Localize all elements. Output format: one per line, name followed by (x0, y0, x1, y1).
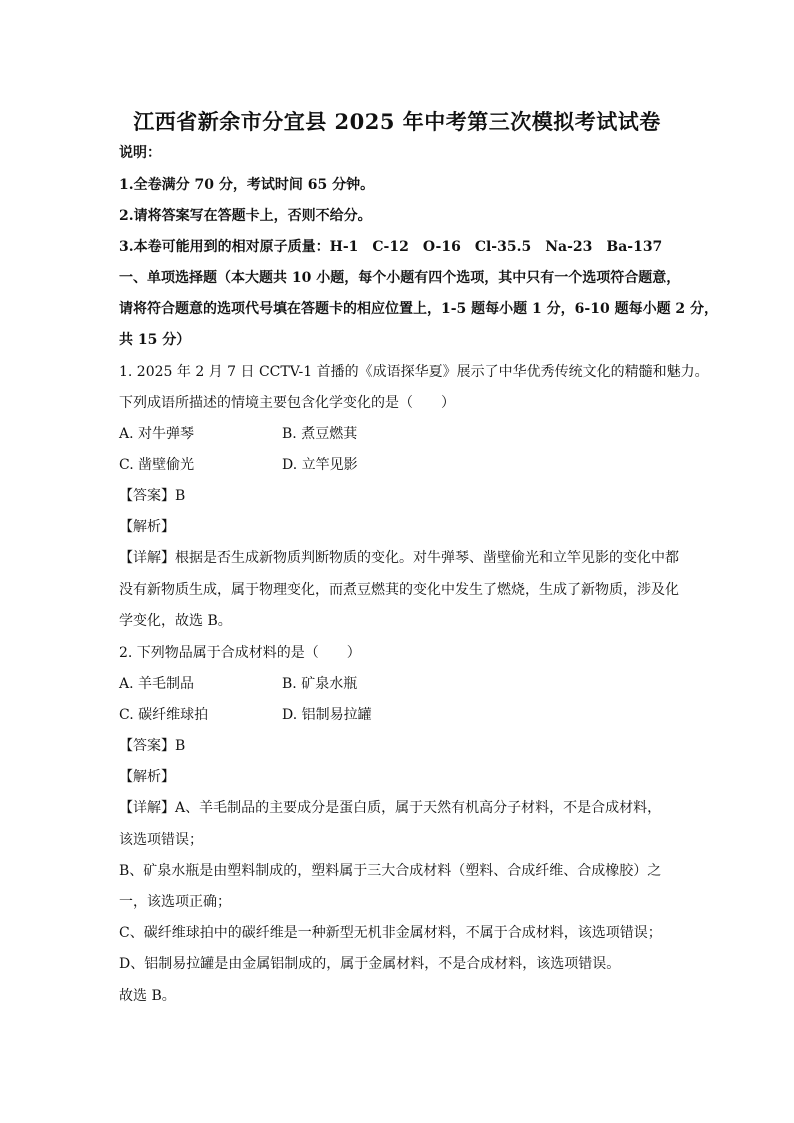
instructions-heading: 说明： (119, 145, 161, 161)
analysis-detail: 没有新物质生成，属于物理变化，而煮豆燃萁的变化中发生了燃烧，生成了新物质，涉及化 (119, 582, 679, 598)
instruction-item: 1.全卷满分 70 分，考试时间 65 分钟。 (119, 177, 375, 193)
instruction-item: 2.请将答案写在答题卡上，否则不给分。 (119, 208, 372, 224)
page-title: 江西省新余市分宜县 2025 年中考第三次模拟考试试卷 (133, 109, 661, 134)
option-d: D. 铝制易拉罐 (282, 707, 372, 723)
section-heading: 一、单项选择题（本大题共 10 小题，每个小题有四个选项，其中只有一个选项符合题意， (119, 270, 681, 286)
question-stem: 下列成语所描述的情境主要包含化学变化的是（ ） (119, 395, 455, 411)
analysis-detail: 一，该选项正确； (119, 894, 231, 910)
analysis-heading: 【解析】 (119, 769, 175, 785)
analysis-detail: 该选项错误； (119, 832, 203, 848)
analysis-detail: D、铝制易拉罐是由金属铝制成的，属于金属材料，不是合成材料，该选项错误。 (119, 956, 621, 972)
option-b: B. 矿泉水瓶 (282, 676, 358, 692)
instruction-item: 3.本卷可能用到的相对原子质量：H-1 C-12 O-16 Cl-35.5 Na-23 Ba-137 (119, 239, 663, 255)
option-a: A. 对牛弹琴 (119, 426, 195, 442)
analysis-detail: 【详解】A、羊毛制品的主要成分是蛋白质，属于天然有机高分子材料，不是合成材料， (119, 800, 662, 816)
answer: 【答案】B (119, 738, 186, 754)
answer: 【答案】B (119, 488, 186, 504)
question-stem: 1. 2025 年 2 月 7 日 CCTV-1 首播的《成语探华夏》展示了中华优秀传统文化的精髓和魅力。 (119, 364, 709, 380)
analysis-heading: 【解析】 (119, 519, 175, 535)
analysis-detail: 学变化，故选 B。 (119, 613, 232, 629)
option-c: C. 凿壁偷光 (119, 457, 195, 473)
analysis-detail: B、矿泉水瓶是由塑料制成的，塑料属于三大合成材料（塑料、合成纤维、合成橡胶）之 (119, 863, 662, 879)
option-c: C. 碳纤维球拍 (119, 707, 209, 723)
question-stem: 2. 下列物品属于合成材料的是（ ） (119, 645, 361, 661)
analysis-detail: 【详解】根据是否生成新物质判断物质的变化。对牛弹琴、凿壁偷光和立竿见影的变化中都 (119, 550, 679, 566)
analysis-detail: 故选 B。 (119, 988, 176, 1004)
option-d: D. 立竿见影 (282, 457, 358, 473)
section-heading: 请将符合题意的选项代号填在答题卡的相应位置上，1-5 题每小题 1 分，6-10 题每小题 2 分， (119, 301, 719, 317)
section-heading: 共 15 分） (119, 332, 191, 348)
analysis-detail: C、碳纤维球拍中的碳纤维是一种新型无机非金属材料，不属于合成材料，该选项错误； (119, 925, 662, 941)
option-b: B. 煮豆燃萁 (282, 426, 358, 442)
option-a: A. 羊毛制品 (119, 676, 195, 692)
